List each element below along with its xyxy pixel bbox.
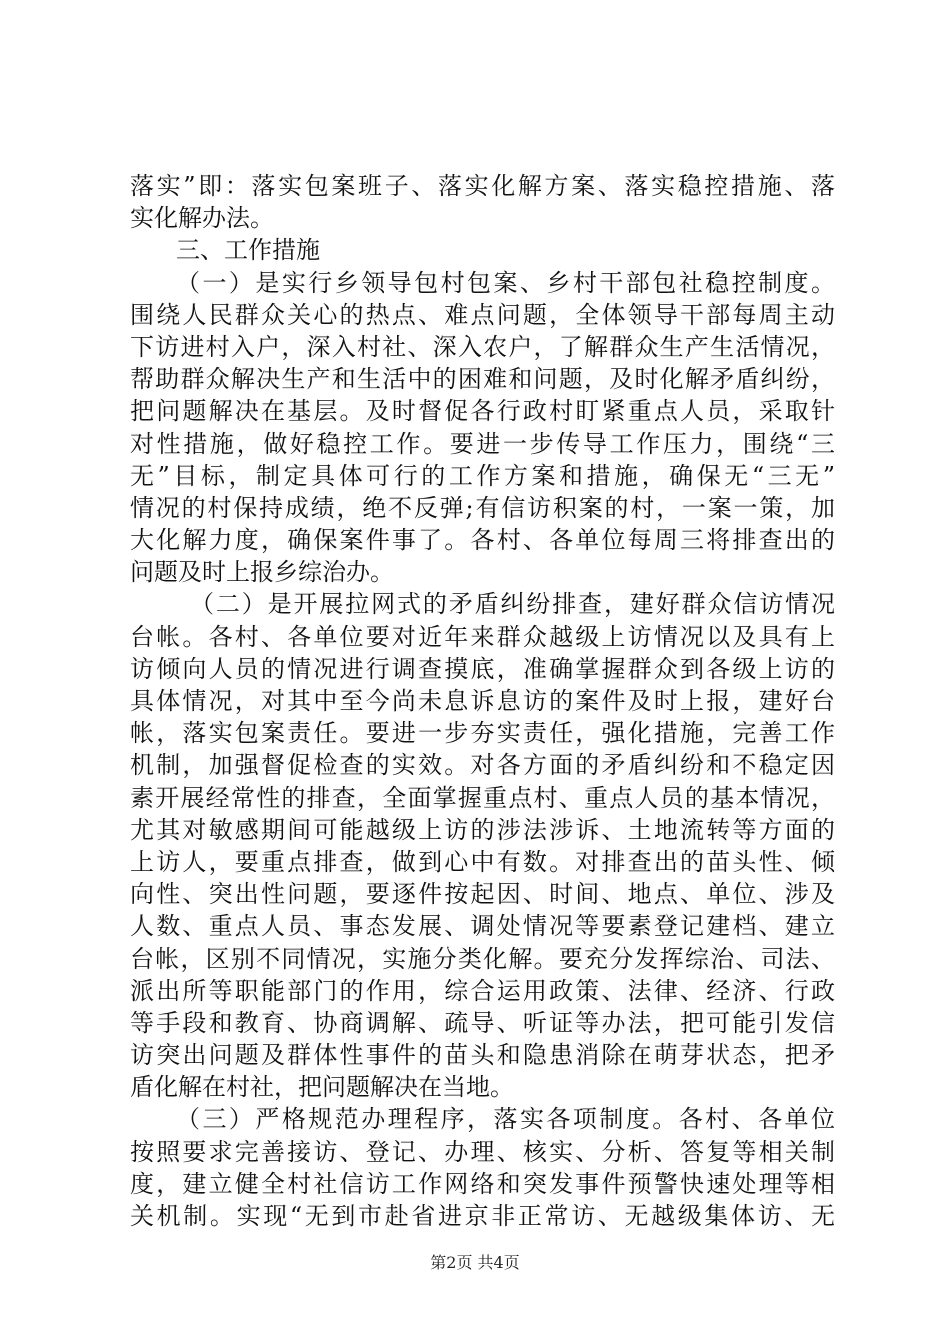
text-line: 尤其对敏感期间可能越级上访的涉法涉诉、土地流转等方面的 (130, 815, 835, 844)
text-line: 帐，落实包案责任。要进一步夯实责任，强化措施，完善工作 (130, 719, 835, 748)
text-line: 按照要求完善接访、登记、办理、核实、分析、答复等相关制 (130, 1137, 835, 1166)
paragraph-start: （一）是实行乡领导包村包案、乡村干部包社稳控制度。 (176, 268, 835, 297)
text-line: 盾化解在村社，把问题解决在当地。 (130, 1073, 514, 1102)
text-line: 向性、突出性问题，要逐件按起因、时间、地点、单位、涉及 (130, 880, 835, 909)
text-line: 帮助群众解决生产和生活中的困难和问题，及时化解矛盾纠纷， (130, 365, 835, 394)
text-line: 度，建立健全村社信访工作网络和突发事件预警快速处理等相 (130, 1169, 835, 1198)
section-heading: 三、工作措施 (176, 236, 320, 265)
text-line: 机制，加强督促检查的实效。对各方面的矛盾纠纷和不稳定因 (130, 751, 835, 780)
page-number-footer: 第2页 共4页 (430, 1253, 520, 1272)
text-line: 情况的村保持成绩，绝不反弹;有信访积案的村，一案一策，加 (130, 493, 835, 522)
text-line: 台帐，区别不同情况，实施分类化解。要充分发挥综治、司法、 (130, 944, 835, 973)
text-line: 派出所等职能部门的作用，综合运用政策、法律、经济、行政 (130, 976, 835, 1005)
text-line: 访突出问题及群体性事件的苗头和隐患消除在萌芽状态，把矛 (130, 1041, 835, 1070)
paragraph-start: （二）是开展拉网式的矛盾纠纷排查，建好群众信访情况 (190, 590, 835, 619)
document-body (130, 170, 835, 1232)
text-line: 访倾向人员的情况进行调查摸底，准确掌握群众到各级上访的 (130, 654, 835, 683)
paragraph-start: （三）严格规范办理程序，落实各项制度。各村、各单位 (176, 1105, 835, 1134)
text-line: 大化解力度，确保案件事了。各村、各单位每周三将排查出的 (130, 526, 835, 555)
text-line: 上访人，要重点排查，做到心中有数。对排查出的苗头性、倾 (130, 847, 835, 876)
text-line: 等手段和教育、协商调解、疏导、听证等办法，把可能引发信 (130, 1008, 835, 1037)
text-line: 具体情况，对其中至今尚未息诉息访的案件及时上报，建好台 (130, 687, 835, 715)
text-line: 问题及时上报乡综治办。 (130, 558, 394, 587)
text-line: 人数、重点人员、事态发展、调处情况等要素登记建档、建立 (130, 912, 835, 941)
text-line: 台帐。各村、各单位要对近年来群众越级上访情况以及具有上 (130, 622, 835, 651)
text-line: 关机制。实现“无到市赴省进京非正常访、无越级集体访、无 (130, 1202, 835, 1230)
text-line: 把问题解决在基层。及时督促各行政村盯紧重点人员，采取针 (130, 397, 835, 426)
text-line: 对性措施，做好稳控工作。要进一步传导工作压力，围绕“三 (130, 429, 835, 458)
text-line: 下访进村入户，深入村社、深入农户，了解群众生产生活情况， (130, 332, 835, 361)
text-line: 无”目标，制定具体可行的工作方案和措施，确保无“三无” (130, 461, 835, 490)
text-line: 围绕人民群众关心的热点、难点问题，全体领导干部每周主动 (130, 300, 835, 329)
text-line: 落实”即：落实包案班子、落实化解方案、落实稳控措施、落 (130, 172, 835, 200)
text-line: 实化解办法。 (130, 204, 274, 233)
text-line: 素开展经常性的排查，全面掌握重点村、重点人员的基本情况， (130, 783, 835, 812)
